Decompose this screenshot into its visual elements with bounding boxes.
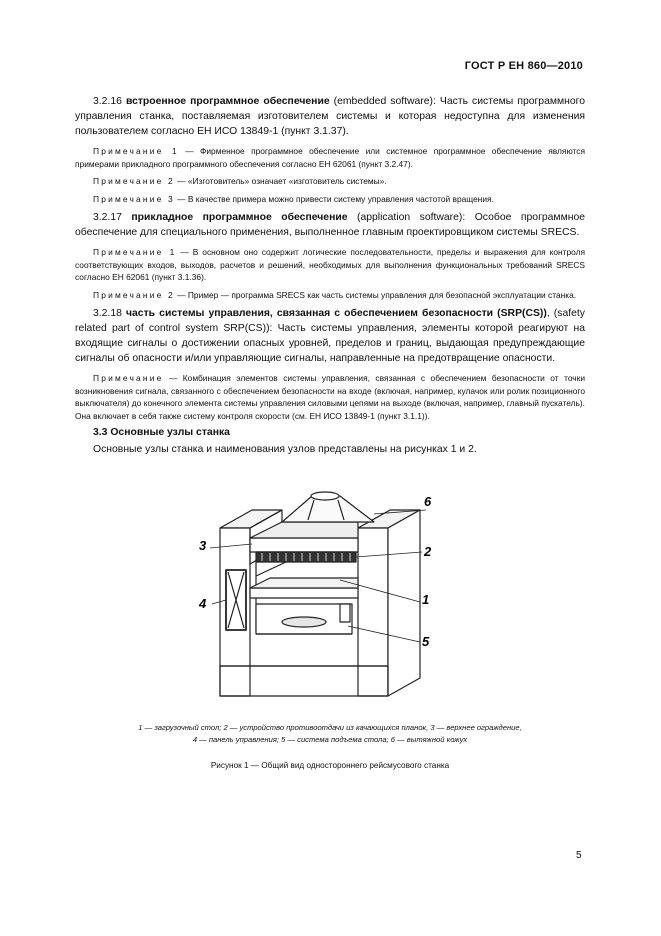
note: Примечание — Комбинация элементов системы управления, связанная с обеспечением безопасности от точки возникновения сигнала, связанного с обеспечением безопасности на входе (включая, например, кулачок или ролик позиционного выключателя) до конечного элемента системы управления силовыми цепями на выходе (включая, например, главный пускатель). Она включает в себя также систему контроля скорости (см. ЕН ИСО 13849-1 (пункт 3.1.1)). [75,373,585,421]
right-pillar-front [358,528,388,696]
clause-term: часть системы управления, связанная с обеспечением безопасности (SRP(CS)) [126,308,547,319]
document-body [75,94,585,463]
figure-label-1: 1 [422,592,430,607]
note: Примечание 2 — «Изготовитель» означает «изготовитель системы». [93,176,387,186]
figure-label-2: 2 [424,544,432,559]
figure-label-6: 6 [424,494,432,509]
clause-3-2-16 [75,94,585,139]
figure-caption: Рисунок 1 — Общий вид одностороннего рейсмусового станка [210,761,450,770]
clause-text: (embedded software): Часть системы программного управления станка, поставляемая изготовителем системы и которая недоступна для изменения пользователем согласно ЕН ИСО 13849-1 (пункт 3.1.37). [75,96,585,137]
planer-figure [190,486,450,716]
right-pillar-side [388,510,420,696]
figure-label-4: 4 [199,596,207,611]
clause-number: 3.2.17 [93,212,122,223]
figure-legend: 1 — загрузочный стол; 2 — устройство противоотдачи из качающихся планок, 3 — верхнее ограждение, 4 — панель управления; 5 — система подъема стола; 6 — вытяжной кожух [138,723,522,744]
figure-label-5: 5 [422,634,430,649]
note: Примечание 2 — Пример — программа SRECS как часть системы управления для безопасной эксплуатации станка. [93,289,577,300]
clause-3-2-17 [75,210,585,240]
anti-kickback-fingers [256,552,356,562]
document-header: ГОСТ Р ЕН 860—2010 [464,60,583,72]
page-number: 5 [576,850,582,861]
clause-3-2-18 [75,306,585,366]
section-text: Основные узлы станка и наименования узлов представлены на рисунках 1 и 2. [93,444,477,455]
note: Примечание 3 — В качестве примера можно привести систему управления частотой вращения. [93,193,494,204]
clause-term: прикладное программное обеспечение [131,212,348,223]
left-pillar-top [220,510,282,528]
upper-guard [250,538,358,552]
section-heading: 3.3 Основные узлы станка [93,427,230,438]
clause-term: встроенное программное обеспечение [125,96,330,107]
figure-label-3: 3 [199,538,207,553]
clause-text: (application software): Особое программное обеспечение для специального применения, выполненное главным проектировщиком системы SRECS. [75,212,586,238]
clause-number: 3.2.18 [93,308,122,319]
note: Примечание 1 — В основном оно содержит логические последовательности, пределы и выражения для контроля соответствующих входов, выходов, расчетов и решений, необходимых для выполнения функциональных требований SRECS согласно ЕН 62061 (пункт 3.1.36). [75,247,586,282]
clause-number: 3.2.16 [93,96,122,107]
note: Примечание 1 — Фирменное программное обеспечение или системное программное обеспечение являются примерами прикладного программного обеспечения согласно ЕН 62061 (пункт 3.2.47). [75,146,586,169]
clause-text: , (safety related part of control system SRP(CS)): Часть системы управления, элементы которой реагируют на входящие сигналы о достижении опасных уровней, пределов и границ, выдающая предупреждающие сигналы об опасности и/или управляющие сигналы, направленные на предотвращение опасности. [75,308,585,364]
feed-table [250,588,358,598]
